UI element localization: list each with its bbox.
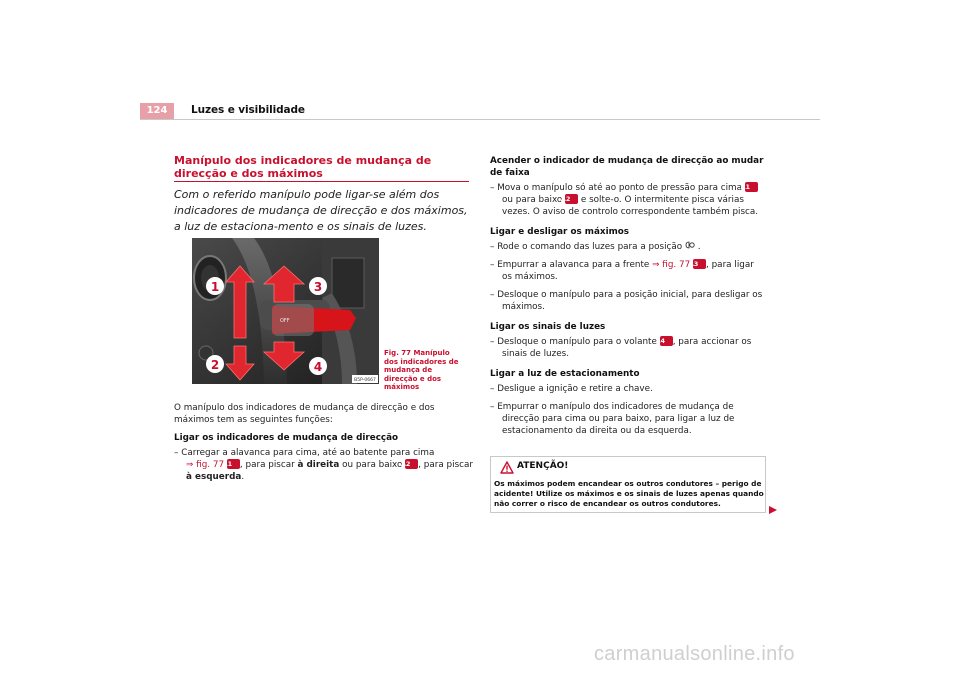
section-rule <box>174 181 469 182</box>
text: , para piscar <box>239 460 295 470</box>
heading-high-beam: Ligar e desligar os máximos <box>490 227 630 237</box>
svg-text:2: 2 <box>210 358 220 372</box>
warning-icon <box>500 459 514 478</box>
text: ou para baixo <box>342 460 403 470</box>
text: , para ligar os máximos. <box>502 260 754 282</box>
badge-a2: A2 <box>405 459 418 469</box>
svg-text:1: 1 <box>210 280 220 294</box>
text: – Desloque o manípulo para o volante <box>490 337 657 347</box>
watermark-text: carmanualsonline.info <box>594 643 795 665</box>
badge-a1: A1 <box>227 459 240 469</box>
heading-headlight-flasher: Ligar os sinais de luzes <box>490 322 606 332</box>
badge-a4: A4 <box>660 336 673 346</box>
section-intro: Com o referido manípulo pode ligar-se além dos indicadores de mudança de direcção e dos máximos, a luz de estaciona-mento e os sinais de luzes. <box>174 188 468 233</box>
stalk-illustration <box>192 238 379 384</box>
text: ou para baixo <box>502 195 563 205</box>
figure-label-2 <box>206 355 224 373</box>
text: – Mova o manípulo só até ao ponto de pressão para cima <box>490 183 743 193</box>
fig-reference-link[interactable]: ⇒ fig. 77 <box>652 260 691 270</box>
figure-label-1 <box>206 277 224 295</box>
left-column <box>174 402 474 483</box>
fig-reference-link[interactable]: ⇒ fig. 77 <box>186 460 225 470</box>
list-item-turn-signals <box>174 447 474 483</box>
text: , para piscar <box>418 460 473 470</box>
list-item-return-lever: – Desloque o manípulo para a posição inicial, para desligar os máximos. <box>490 290 763 312</box>
list-item-flasher <box>490 336 765 360</box>
svg-text:OFF: OFF <box>280 318 290 324</box>
badge-a2: A2 <box>565 194 578 204</box>
badge-a1: A1 <box>745 182 758 192</box>
warning-body: Os máximos podem encandear os outros condutores – perigo de acidente! Utilize os máximos e os sinais de luzes apenas quando não correr o risco de encandear os outros condutores. <box>494 479 764 508</box>
figure-caption: Fig. 77 Manípulo dos indicadores de mudança de direcção e dos máximos <box>384 349 459 391</box>
text: – Carregar a alavanca para cima, até ao batente para cima <box>174 448 435 458</box>
text: e solte-o. O intermitente pisca várias vezes. O aviso de controlo correspondente também pisca. <box>502 195 759 217</box>
text: . <box>241 472 245 482</box>
text: – Empurrar a alavanca para a frente <box>490 260 650 270</box>
text: – Rode o comando das luzes para a posição <box>490 242 683 252</box>
text: , para accionar os sinais de luzes. <box>502 337 752 359</box>
headlight-symbol-icon <box>685 242 698 252</box>
list-item-ignition-off: – Desligue a ignição e retire a chave. <box>490 384 653 394</box>
svg-text:4: 4 <box>313 360 323 374</box>
badge-a3: A3 <box>693 259 706 269</box>
svg-text:3: 3 <box>313 280 323 294</box>
text: . <box>697 242 701 252</box>
section-title: Manípulo dos indicadores de mudança de direcção e dos máximos <box>174 154 432 180</box>
figure-label-4 <box>309 357 327 375</box>
text-bold: à direita <box>297 460 340 470</box>
list-item-rotate-light-switch <box>490 241 765 253</box>
list-item-parking-light: – Empurrar o manípulo dos indicadores de mudança de direcção para cima ou para baixo, para ligar a luz de estacionamento da direita ou da esquerda. <box>490 402 735 436</box>
text-bold: à esquerda <box>186 472 242 482</box>
heading-parking-light: Ligar a luz de estacionamento <box>490 369 640 379</box>
next-page-arrow-icon[interactable] <box>768 500 778 519</box>
heading-turn-signals: Ligar os indicadores de mudança de direcção <box>174 433 399 443</box>
right-column <box>490 155 765 437</box>
warning-title: ATENÇÃO! <box>517 461 569 471</box>
list-item-push-lever <box>490 259 765 283</box>
figure-code: B5P-0667 <box>354 378 376 383</box>
list-item-lane-change <box>490 182 765 218</box>
paragraph-functions: O manípulo dos indicadores de mudança de direcção e dos máximos tem as seguintes funções: <box>174 403 435 425</box>
header-divider <box>140 119 820 120</box>
heading-lane-change: Acender o indicador de mudança de direcção ao mudar de faixa <box>490 156 764 178</box>
header-title: Luzes e visibilidade <box>191 104 305 116</box>
page-number: 124 <box>146 105 168 116</box>
figure-77-image <box>192 238 379 384</box>
figure-label-3 <box>309 277 327 295</box>
